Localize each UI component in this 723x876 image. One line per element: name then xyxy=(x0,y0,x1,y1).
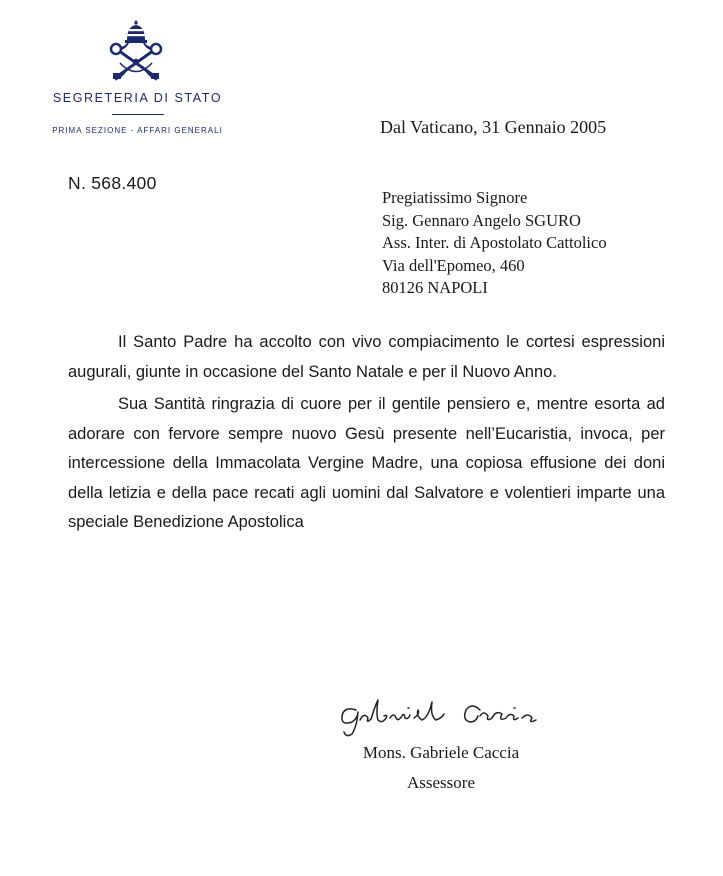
signer-name: Mons. Gabriele Caccia xyxy=(362,743,520,762)
recipient-salutation: Pregiatissimo Signore xyxy=(382,188,528,207)
date-line: Dal Vaticano, 31 Gennaio 2005 xyxy=(380,117,607,137)
office-name: SEGRETERIA DI STATO xyxy=(52,91,223,105)
recipient-city: 80126 NAPOLI xyxy=(382,278,488,297)
letterhead xyxy=(36,91,239,135)
letter-body xyxy=(68,328,665,538)
recipient-street: Via dell'Epomeo, 460 xyxy=(382,255,525,275)
papal-coat-of-arms-icon xyxy=(107,18,165,86)
recipient-organization: Ass. Inter. di Apostolato Cattolico xyxy=(382,233,607,252)
signer-title: Assessore xyxy=(407,773,475,792)
letterhead-divider xyxy=(112,114,164,115)
body-paragraph: Il Santo Padre ha accolto con vivo compiacimento le cortesi espressioni augurali, giunte in occasione del Santo Natale e per il Nuovo Anno. xyxy=(68,333,665,381)
recipient-name: Sig. Gennaro Angelo SGURO xyxy=(382,210,581,230)
protocol-number: N. 568.400 xyxy=(68,173,157,193)
body-paragraph: Sua Santità ringrazia di cuore per il gentile pensiero e, mentre esorta ad adorare con fervore sempre nuovo Gesù presente nell’Eucaristia, invoca, per intercessione della Immacolata Vergine Madre, una copiosa effusione dei doni della letizia e della pace recati agli uomini dal Salvatore e volentieri imparte una speciale Benedizione Apostolica xyxy=(68,395,665,531)
signer-block xyxy=(340,743,542,793)
recipient-address xyxy=(382,187,607,300)
office-section: PRIMA SEZIONE - AFFARI GENERALI xyxy=(52,126,223,135)
handwritten-signature xyxy=(338,688,548,738)
